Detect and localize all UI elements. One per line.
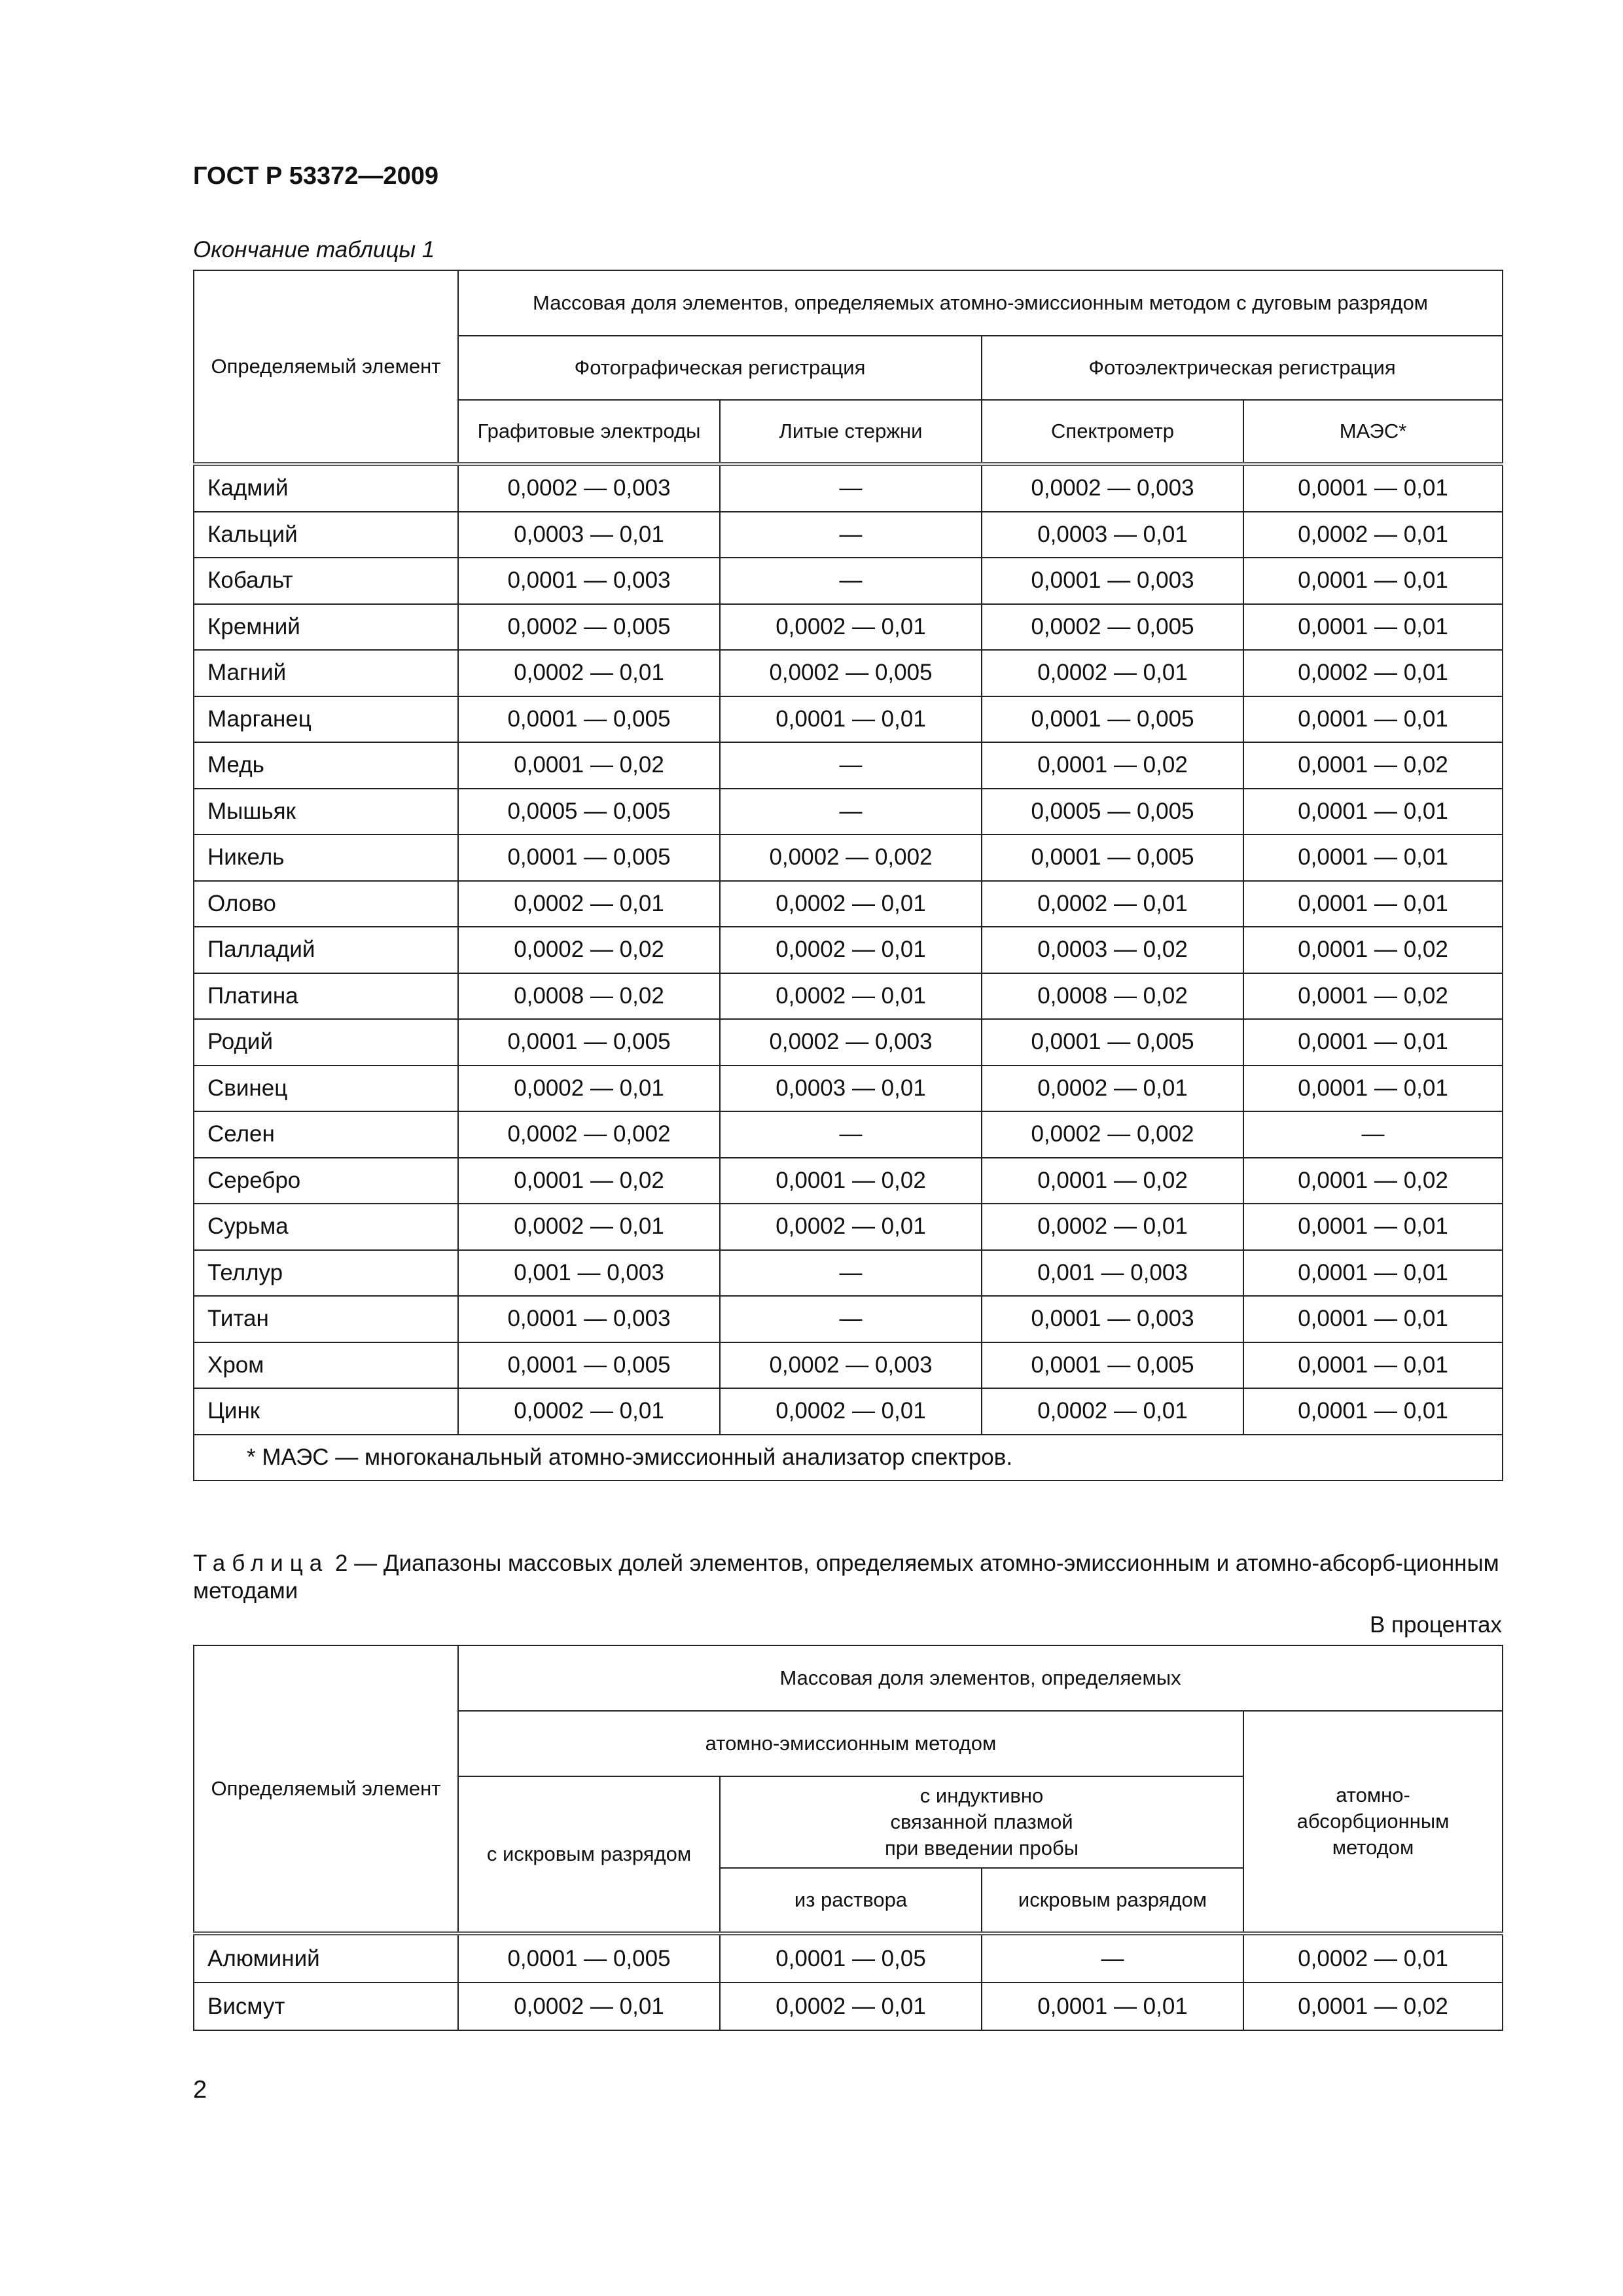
value-cell: 0,0002 — 0,01 (458, 1066, 720, 1112)
value-cell: 0,0001 — 0,02 (982, 742, 1243, 789)
table-row (194, 1388, 1503, 1435)
value-cell: — (720, 464, 982, 512)
element-name-cell: Кремний (194, 604, 458, 651)
table2-spark2-header: искровым разрядом (982, 1868, 1243, 1933)
table2-group-header: Массовая доля элементов, определяемых (458, 1645, 1503, 1711)
value-cell: 0,0001 — 0,01 (1243, 1342, 1503, 1389)
table-row (194, 1982, 1503, 2030)
element-name-cell: Цинк (194, 1388, 458, 1435)
value-cell: 0,0001 — 0,01 (1243, 1250, 1503, 1297)
element-name-cell: Медь (194, 742, 458, 789)
table1-col-header: МАЭС* (1243, 400, 1503, 464)
table2-spark-header: с искровым разрядом (458, 1776, 720, 1933)
value-cell: 0,0001 — 0,003 (982, 1296, 1243, 1342)
value-cell: 0,0002 — 0,01 (720, 881, 982, 927)
value-cell: 0,0002 — 0,01 (720, 1982, 982, 2030)
value-cell: 0,0002 — 0,01 (720, 604, 982, 651)
table2-caption-text: 2 — Диапазоны массовых долей элементов, определяемых атомно-эмиссионным и атомно-абсорб-ционным методами (193, 1551, 1499, 1604)
value-cell: 0,0002 — 0,01 (982, 650, 1243, 696)
element-name-cell: Родий (194, 1019, 458, 1066)
value-cell: 0,0001 — 0,05 (720, 1933, 982, 1982)
value-cell: 0,0002 — 0,005 (982, 604, 1243, 651)
value-cell: 0,0001 — 0,005 (458, 1342, 720, 1389)
value-cell: 0,0002 — 0,01 (720, 1388, 982, 1435)
value-cell: — (720, 1250, 982, 1297)
value-cell: 0,0001 — 0,003 (982, 558, 1243, 604)
value-cell: 0,0002 — 0,01 (1243, 650, 1503, 696)
value-cell: 0,0002 — 0,005 (720, 650, 982, 696)
value-cell: 0,0003 — 0,02 (982, 927, 1243, 973)
element-name-cell: Свинец (194, 1066, 458, 1112)
table-row (194, 834, 1503, 881)
table-row (194, 1296, 1503, 1342)
table-row (194, 464, 1503, 512)
element-name-cell: Магний (194, 650, 458, 696)
element-name-cell: Серебро (194, 1158, 458, 1204)
element-name-cell: Платина (194, 973, 458, 1020)
table-row (194, 927, 1503, 973)
value-cell: 0,0001 — 0,02 (458, 742, 720, 789)
value-cell: 0,0001 — 0,005 (458, 696, 720, 743)
value-cell: 0,0002 — 0,01 (458, 1204, 720, 1250)
value-cell: — (720, 558, 982, 604)
value-cell: 0,0001 — 0,005 (458, 834, 720, 881)
element-name-cell: Никель (194, 834, 458, 881)
table1-caption: Окончание таблицы 1 (193, 237, 435, 262)
value-cell: 0,0002 — 0,005 (458, 604, 720, 651)
value-cell: 0,0002 — 0,01 (982, 1388, 1243, 1435)
value-cell: 0,0002 — 0,003 (458, 464, 720, 512)
table-row (194, 742, 1503, 789)
value-cell: 0,001 — 0,003 (982, 1250, 1243, 1297)
element-name-cell: Олово (194, 881, 458, 927)
table2-unit: В процентах (1369, 1612, 1502, 1638)
table-row (194, 789, 1503, 835)
value-cell: 0,0008 — 0,02 (982, 973, 1243, 1020)
table2 (193, 1645, 1503, 2031)
value-cell: — (982, 1933, 1243, 1982)
value-cell: 0,0001 — 0,02 (1243, 1158, 1503, 1204)
value-cell: 0,0001 — 0,01 (1243, 834, 1503, 881)
value-cell: 0,0005 — 0,005 (458, 789, 720, 835)
table2-solution-header: из раствора (720, 1868, 982, 1933)
value-cell: 0,0001 — 0,003 (458, 558, 720, 604)
table-row (194, 1204, 1503, 1250)
value-cell: 0,0001 — 0,01 (1243, 558, 1503, 604)
element-name-cell: Палладий (194, 927, 458, 973)
table2-caption (193, 1550, 1502, 1605)
element-name-cell: Марганец (194, 696, 458, 743)
value-cell: — (720, 1296, 982, 1342)
element-name-cell: Теллур (194, 1250, 458, 1297)
table-row (194, 1111, 1503, 1158)
value-cell: — (720, 742, 982, 789)
value-cell: 0,0001 — 0,01 (1243, 604, 1503, 651)
table-row (194, 1250, 1503, 1297)
value-cell: 0,0002 — 0,01 (720, 927, 982, 973)
value-cell: 0,0001 — 0,02 (458, 1158, 720, 1204)
table1-photoelectric-header: Фотоэлектрическая регистрация (982, 336, 1503, 400)
value-cell: 0,0001 — 0,005 (982, 696, 1243, 743)
element-name-cell: Селен (194, 1111, 458, 1158)
element-name-cell: Кадмий (194, 464, 458, 512)
value-cell: 0,0001 — 0,005 (982, 834, 1243, 881)
element-name-cell: Алюминий (194, 1933, 458, 1982)
table2-emission-header: атомно-эмиссионным методом (458, 1711, 1243, 1776)
table1-footnote: * МАЭС — многоканальный атомно-эмиссионный анализатор спектров. (194, 1435, 1503, 1480)
value-cell: 0,0003 — 0,01 (982, 512, 1243, 558)
table1-col-header: Графитовые электроды (458, 400, 720, 464)
value-cell: 0,0002 — 0,003 (720, 1019, 982, 1066)
element-name-cell: Висмут (194, 1982, 458, 2030)
value-cell: 0,0001 — 0,005 (982, 1342, 1243, 1389)
value-cell: 0,0001 — 0,01 (1243, 789, 1503, 835)
value-cell: 0,0002 — 0,002 (458, 1111, 720, 1158)
document-header: ГОСТ Р 53372—2009 (193, 162, 438, 190)
table-row (194, 1066, 1503, 1112)
value-cell: 0,0001 — 0,01 (1243, 696, 1503, 743)
value-cell: — (720, 789, 982, 835)
value-cell: 0,0002 — 0,002 (982, 1111, 1243, 1158)
value-cell: 0,0001 — 0,01 (1243, 1388, 1503, 1435)
table1-element-header: Определяемый элемент (194, 270, 458, 464)
value-cell: 0,0002 — 0,01 (1243, 1933, 1503, 1982)
element-name-cell: Кобальт (194, 558, 458, 604)
value-cell: 0,0002 — 0,01 (982, 1204, 1243, 1250)
value-cell: 0,0001 — 0,005 (982, 1019, 1243, 1066)
value-cell: 0,0002 — 0,01 (458, 650, 720, 696)
value-cell: 0,0001 — 0,01 (1243, 1019, 1503, 1066)
table-row (194, 973, 1503, 1020)
element-name-cell: Кальций (194, 512, 458, 558)
value-cell: 0,0002 — 0,01 (458, 1982, 720, 2030)
table-row (194, 1342, 1503, 1389)
table-row (194, 881, 1503, 927)
value-cell: 0,001 — 0,003 (458, 1250, 720, 1297)
value-cell: 0,0001 — 0,003 (458, 1296, 720, 1342)
element-name-cell: Титан (194, 1296, 458, 1342)
table1-col-header: Литые стержни (720, 400, 982, 464)
table2-element-header: Определяемый элемент (194, 1645, 458, 1933)
table-row (194, 1019, 1503, 1066)
table-row (194, 1158, 1503, 1204)
value-cell: 0,0002 — 0,01 (982, 1066, 1243, 1112)
value-cell: — (720, 1111, 982, 1158)
value-cell: 0,0001 — 0,01 (1243, 881, 1503, 927)
value-cell: 0,0001 — 0,02 (1243, 973, 1503, 1020)
value-cell: 0,0002 — 0,01 (458, 1388, 720, 1435)
value-cell: 0,0005 — 0,005 (982, 789, 1243, 835)
table1-photo-header: Фотографическая регистрация (458, 336, 982, 400)
table-row (194, 558, 1503, 604)
value-cell: 0,0002 — 0,01 (1243, 512, 1503, 558)
value-cell: 0,0002 — 0,01 (720, 973, 982, 1020)
table-row (194, 650, 1503, 696)
value-cell: 0,0002 — 0,002 (720, 834, 982, 881)
element-name-cell: Сурьма (194, 1204, 458, 1250)
value-cell: 0,0001 — 0,005 (458, 1933, 720, 1982)
value-cell: 0,0001 — 0,01 (1243, 1204, 1503, 1250)
table-row (194, 696, 1503, 743)
value-cell: 0,0002 — 0,01 (982, 881, 1243, 927)
value-cell: 0,0001 — 0,02 (1243, 1982, 1503, 2030)
table1 (193, 270, 1503, 1481)
element-name-cell: Мышьяк (194, 789, 458, 835)
table2-icp-header: с индуктивно связанной плазмой при введении пробы (720, 1776, 1243, 1868)
value-cell: 0,0002 — 0,003 (982, 464, 1243, 512)
page-number: 2 (193, 2076, 207, 2104)
table2-absorption-header: атомно-абсорбционным методом (1243, 1711, 1503, 1933)
table1-col-header: Спектрометр (982, 400, 1243, 464)
value-cell: 0,0003 — 0,01 (458, 512, 720, 558)
table2-caption-word: Таблица (193, 1551, 329, 1576)
value-cell: 0,0001 — 0,01 (1243, 464, 1503, 512)
value-cell: 0,0001 — 0,02 (982, 1158, 1243, 1204)
value-cell: 0,0001 — 0,01 (720, 696, 982, 743)
value-cell: 0,0008 — 0,02 (458, 973, 720, 1020)
value-cell: 0,0003 — 0,01 (720, 1066, 982, 1112)
value-cell: 0,0001 — 0,01 (1243, 1066, 1503, 1112)
value-cell: — (1243, 1111, 1503, 1158)
table1-group-header: Массовая доля элементов, определяемых атомно-эмиссионным методом с дуговым разрядом (458, 270, 1503, 336)
value-cell: 0,0001 — 0,01 (982, 1982, 1243, 2030)
table-row (194, 512, 1503, 558)
element-name-cell: Хром (194, 1342, 458, 1389)
value-cell: — (720, 512, 982, 558)
value-cell: 0,0002 — 0,01 (458, 881, 720, 927)
value-cell: 0,0001 — 0,01 (1243, 1296, 1503, 1342)
value-cell: 0,0002 — 0,01 (720, 1204, 982, 1250)
value-cell: 0,0001 — 0,02 (720, 1158, 982, 1204)
value-cell: 0,0002 — 0,02 (458, 927, 720, 973)
table-row (194, 604, 1503, 651)
value-cell: 0,0001 — 0,02 (1243, 742, 1503, 789)
value-cell: 0,0001 — 0,02 (1243, 927, 1503, 973)
table-row (194, 1933, 1503, 1982)
value-cell: 0,0002 — 0,003 (720, 1342, 982, 1389)
value-cell: 0,0001 — 0,005 (458, 1019, 720, 1066)
